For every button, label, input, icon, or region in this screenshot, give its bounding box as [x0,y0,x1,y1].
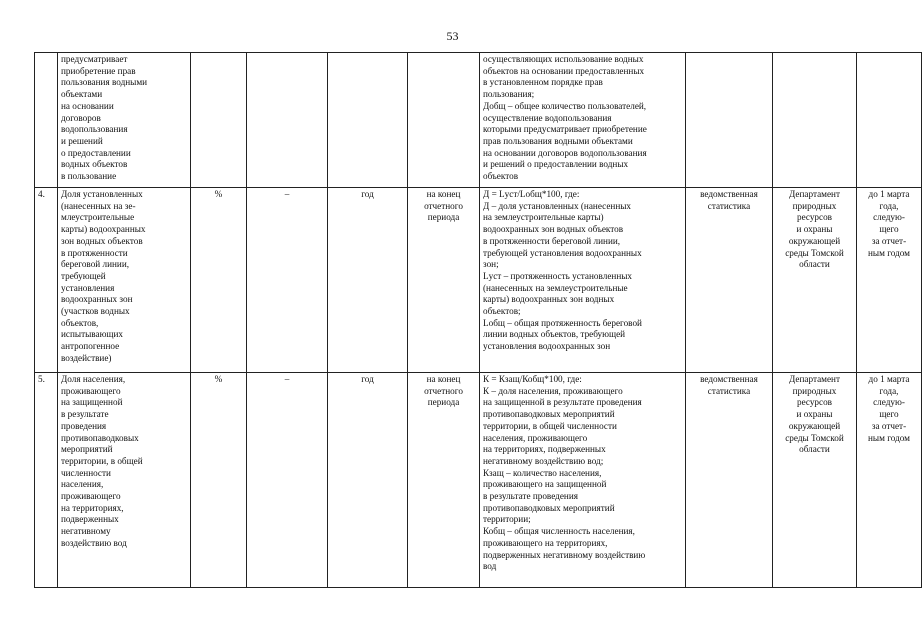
date-cell: на конец отчетного периода [408,373,480,588]
date-cell: на конец отчетного периода [408,188,480,373]
deadline-cell [857,53,922,188]
row-number: 4. [35,188,58,373]
formula-cell: осуществляющих использование водных объектов на основании предоставленных в установленном порядке прав пользования; Добщ – общее количество пользователей, осуществление водопользования которыми предусматривает приобретение прав пользования водными объектами на основании договоров водопользования и решений о предоставлении водных объектов [480,53,686,188]
date-cell [408,53,480,188]
source-cell [686,53,773,188]
indicator-name: Доля установленных (нанесенных на зе- млеустроительные карты) водоохранных зон водных объектов в протяженности береговой линии, требующей установления водоохранных зон (участков водных объектов, испытывающих антропогенное воздействие) [58,188,191,373]
indicator-name: Доля населения, проживающего на защищенной в результате проведения противопаводковых мероприятий территории, в общей численности населения, проживающего на территориях, подверженных негативному воздействию вод [58,373,191,588]
responsible-cell [773,53,857,188]
dash-cell [247,53,328,188]
row-number [35,53,58,188]
page-number: 53 [446,29,459,43]
formula-cell: К = Кзащ/Кобщ*100, где: К – доля населения, проживающего на защищенной в результате проведения противопаводковых мероприятий территории, в общей численности населения, проживающего на территориях, подверженных негативному воздействию вод; Кзащ – количество населения, проживающего на защищенной в результате проведения противопаводковых мероприятий территории; Кобщ – общая численность населения, проживающего на территориях, подверженных негативному воздействию вод [480,373,686,588]
unit-cell [191,53,247,188]
unit-cell: % [191,373,247,588]
deadline-cell: до 1 марта года, следую- щего за отчет- ным годом [857,188,922,373]
responsible-cell: Департамент природных ресурсов и охраны окружающей среды Томской области [773,373,857,588]
period-cell [328,53,408,188]
dash-cell: – [247,373,328,588]
table-row [35,188,922,373]
period-cell: год [328,373,408,588]
indicators-table [34,52,922,588]
source-cell: ведомственная статистика [686,373,773,588]
table-row [35,373,922,588]
responsible-cell: Департамент природных ресурсов и охраны окружающей среды Томской области [773,188,857,373]
dash-cell: – [247,188,328,373]
table-row [35,53,922,188]
row-number: 5. [35,373,58,588]
period-cell: год [328,188,408,373]
indicator-name: предусматривает приобретение прав пользования водными объектами на основании договоров водопользования и решений о предоставлении водных объектов в пользование [58,53,191,188]
formula-cell: Д = Lуст/Lобщ*100, где: Д – доля установленных (нанесенных на землеустроительные карты) водоохранных зон водных объектов в протяженности береговой линии, требующей установления водоохранных зон; Lуст – протяженность установленных (нанесенных на землеустроительные карты) водоохранных зон водных объектов; Lобщ – общая протяженность береговой линии водных объектов, требующей установления водоохранных зон [480,188,686,373]
unit-cell: % [191,188,247,373]
deadline-cell: до 1 марта года, следую- щего за отчет- ным годом [857,373,922,588]
source-cell: ведомственная статистика [686,188,773,373]
